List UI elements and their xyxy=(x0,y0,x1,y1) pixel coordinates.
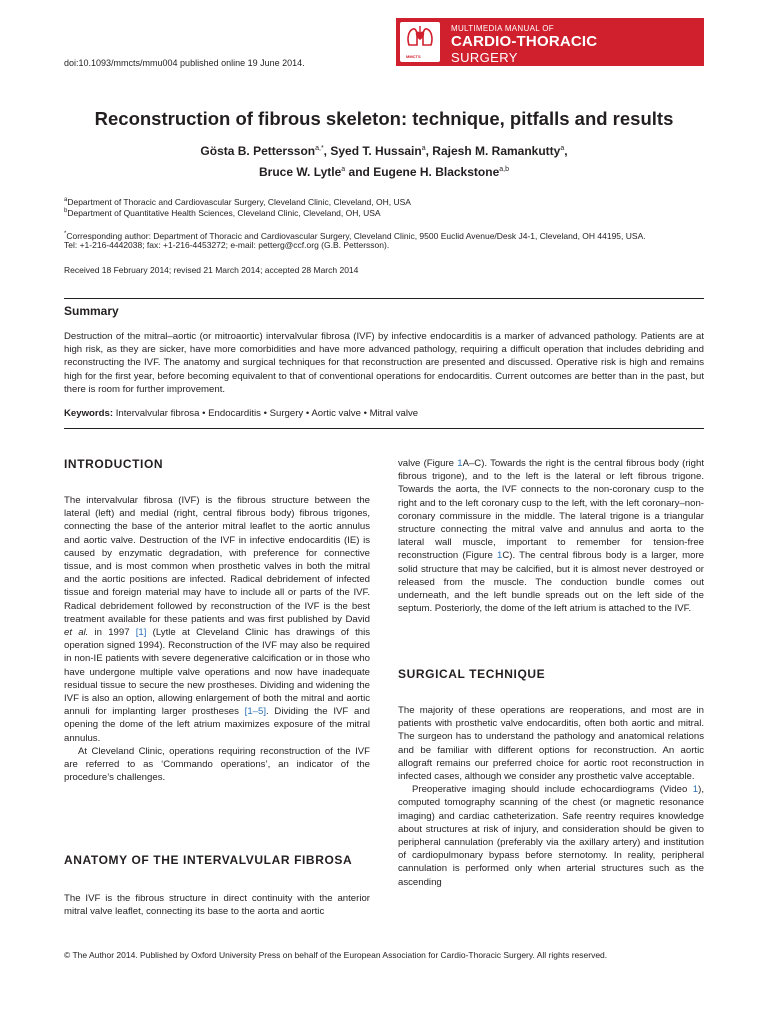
section-heading-anatomy: ANATOMY OF THE INTERVALVULAR FIBROSA xyxy=(64,853,353,867)
figure-link[interactable]: 1 xyxy=(457,458,463,469)
author-and: and xyxy=(348,165,370,179)
reference-link[interactable]: [1–5] xyxy=(244,706,266,718)
paragraph: At Cleveland Clinic, operations requiring reconstruction of the IVF are referred to as ‘Commando operations’, an indicator of the procedure’s challenges. xyxy=(64,745,370,784)
text-run: et al. xyxy=(64,627,89,639)
author-sup: a xyxy=(341,166,346,173)
affiliation-text: Department of Thoracic and Cardiovascular Surgery, Cleveland Clinic, Cleveland, OH, USA xyxy=(67,196,411,207)
author-name[interactable]: Gösta B. Pettersson xyxy=(200,144,316,158)
left-column-intro xyxy=(64,494,370,784)
text-run: A–C). Towards the right is the central fibrous body (right fibrous trigone), and to the left is the lateral or left fibrous trigone. Towards the aorta, the IVF connects to the non-coronary cusp to the right and to the left coronary cusp to the left, with the left coronary–non-coronary commissure in the middle. The lateral trigone is a triangular structure connecting the mitral valve and annulus and aorta to the lateral wall muscle, important to remember for tension-free reconstruction (Figure xyxy=(398,458,705,562)
author-line-2 xyxy=(0,165,768,179)
summary-text: Destruction of the mitral–aortic (or mitroaortic) intervalvular fibrosa (IVF) by infective endocarditis is a marker of advanced pathology. Patients are at high risk, as they are sicker, have more comorbidities and have more advanced pathology, requiring a difficult operation that includes debriding and reconstructing the IVF. The anatomy and surgical techniques for that reconstruction are presented and discussed. Operative risk is high and remains high for the first year, before becoming equivalent to that of conventional operations for endocarditis. Current outcomes are better than in the past, but there is room for further improvement. xyxy=(64,331,704,395)
author-sup: a xyxy=(560,145,565,152)
paragraph: The majority of these operations are reoperations, and most are in patients with prosthetic valve endocarditis, often both aortic and mitral. The surgeon has to understand the pathology and anatomical relations and be familiar with different options for reconstruction. An aortic allograft remains our preferred choice for aortic root reconstruction in infected cases, although we consider any prosthetic valve acceptable. xyxy=(398,705,704,783)
divider-bottom xyxy=(64,428,704,429)
article-title: Reconstruction of fibrous skeleton: technique, pitfalls and results xyxy=(94,108,674,129)
paragraph: The IVF is the fibrous structure in direct continuity with the anterior mitral valve leaflet, connecting its base to the aorta and aortic xyxy=(64,893,370,918)
text-run: . Dividing the IVF and opening the dome of the left atrium maximizes exposure of the mitral annulus. xyxy=(64,706,370,744)
author-name[interactable]: Rajesh M. Ramankutty xyxy=(432,144,561,158)
heart-lungs-icon xyxy=(405,25,435,51)
copyright-footer: © The Author 2014. Published by Oxford University Press on behalf of the European Association for Cardio-Thoracic Surgery. All rights reserved. xyxy=(64,950,608,960)
right-column-surgical xyxy=(398,704,704,889)
author-name[interactable]: Syed T. Hussain xyxy=(330,144,422,158)
corresponding-contact[interactable]: Tel: +1-216-4442038; fax: +1-216-4453272; e-mail: petterg@ccf.org (G.B. Pettersson). xyxy=(64,240,390,250)
text-run: (Lytle at Cleveland Clinic has drawings of this operation signed 1994). Reconstruction of the IVF may also be required in non-IE patients with severe degenerative calcification or in those who have undergone multiple valve operations and now have inadequate residual tissue to secure the new prostheses. Dividing and widening the IVF is also an option, allowing enlargement of both the mitral and aortic annuli for implanting larger prostheses xyxy=(64,627,370,718)
text-run: valve (Figure xyxy=(398,458,454,469)
author-name[interactable]: Bruce W. Lytle xyxy=(259,165,342,179)
affiliation-b xyxy=(64,206,381,218)
section-heading-surgical-technique: SURGICAL TECHNIQUE xyxy=(398,667,546,681)
keywords xyxy=(64,408,418,419)
banner-line-3: SURGERY xyxy=(451,50,518,65)
paragraph xyxy=(398,457,704,615)
journal-logo xyxy=(400,22,440,62)
left-column-anatomy xyxy=(64,892,370,918)
banner-line-1: MULTIMEDIA MANUAL OF xyxy=(451,24,554,33)
corresponding-mark: * xyxy=(64,231,67,237)
section-heading-introduction: INTRODUCTION xyxy=(64,457,164,471)
corresponding-line-1: Corresponding author: Department of Thoracic and Cardiovascular Surgery, Cleveland Clinic, 9500 Euclid Avenue/Desk J4-1, Cleveland, OH 44195, USA. xyxy=(66,230,646,241)
keywords-list: Intervalvular fibrosa • Endocarditis • Surgery • Aortic valve • Mitral valve xyxy=(115,408,419,419)
affiliation-mark: a xyxy=(64,197,68,203)
keywords-label: Keywords: xyxy=(64,408,114,419)
reference-link[interactable]: [1] xyxy=(135,627,147,639)
doi-line: doi:10.1093/mmcts/mmu004 published online 19 June 2014. xyxy=(64,58,305,68)
paragraph xyxy=(398,783,704,889)
video-link[interactable]: 1 xyxy=(692,784,699,796)
text-run: in 1997 xyxy=(94,627,130,639)
right-column-anatomy xyxy=(398,457,704,615)
author-sup: a xyxy=(421,145,426,152)
figure-link[interactable]: 1 xyxy=(496,550,503,562)
divider-top xyxy=(64,298,704,299)
author-name[interactable]: Eugene H. Blackstone xyxy=(373,165,500,179)
summary-heading: Summary xyxy=(64,304,119,318)
logo-text: MMCTS xyxy=(406,54,421,59)
author-sup: a,b xyxy=(499,166,509,173)
paragraph xyxy=(64,494,370,745)
affiliation-mark: b xyxy=(64,208,68,214)
text-run: C). The central fibrous body is a larger, more solid structure that may be calcified, but it is almost never destroyed or released from the muscle. The conduction bundle comes out underneath, and the left bundle spreads out on the left side of the septum. Posteriorly, the dome of the left atrium is attached to the IVF. xyxy=(398,550,704,615)
text-run: Preoperative imaging should include echocardiograms (Video xyxy=(412,784,688,796)
journal-banner[interactable] xyxy=(396,18,704,66)
banner-line-2: CARDIO-THORACIC xyxy=(451,33,598,50)
received-dates: Received 18 February 2014; revised 21 March 2014; accepted 28 March 2014 xyxy=(64,265,359,275)
affiliation-text: Department of Quantitative Health Sciences, Cleveland Clinic, Cleveland, OH, USA xyxy=(67,207,381,218)
text-run: The intervalvular fibrosa (IVF) is the fibrous structure between the lateral (left) and medial (right, central fibrous body) fibrous trigones, connecting the base of the anterior mitral leaflet to the aortic annulus and aortic valve. Destruction of the IVF in infective endocarditis (IE) is caused by enzymatic degradation, with preference for connective tissue, and is most common when prosthetic valves in both the mitral and the aortic positions are infected. Radical debridement of infected tissue and foreign material may have to include all or parts of the IVF. Radical debridement followed by reconstruction of the IVF is the best treatment available for these patients and was first published by David xyxy=(64,495,370,625)
author-line-1: Gösta B. Pettersson$^{a,*}$, Syed T. Hussain$^a$, Rajesh M. Ramankutty$^a$, xyxy=(200,144,568,158)
text-run: ), computed tomography scanning of the chest (or magnetic resonance imaging) and cardiac catheterization. Safe reentry requires knowledge about structures at risk of injury, and consideration should be given to peripheral cannulation (preferably via the axillary artery) and institution of cardiopulmonary bypass before sternotomy. In reality, peripheral cannulation is performed only when arterial structures such as the ascending xyxy=(398,784,704,888)
author-sup: a,* xyxy=(315,145,324,152)
